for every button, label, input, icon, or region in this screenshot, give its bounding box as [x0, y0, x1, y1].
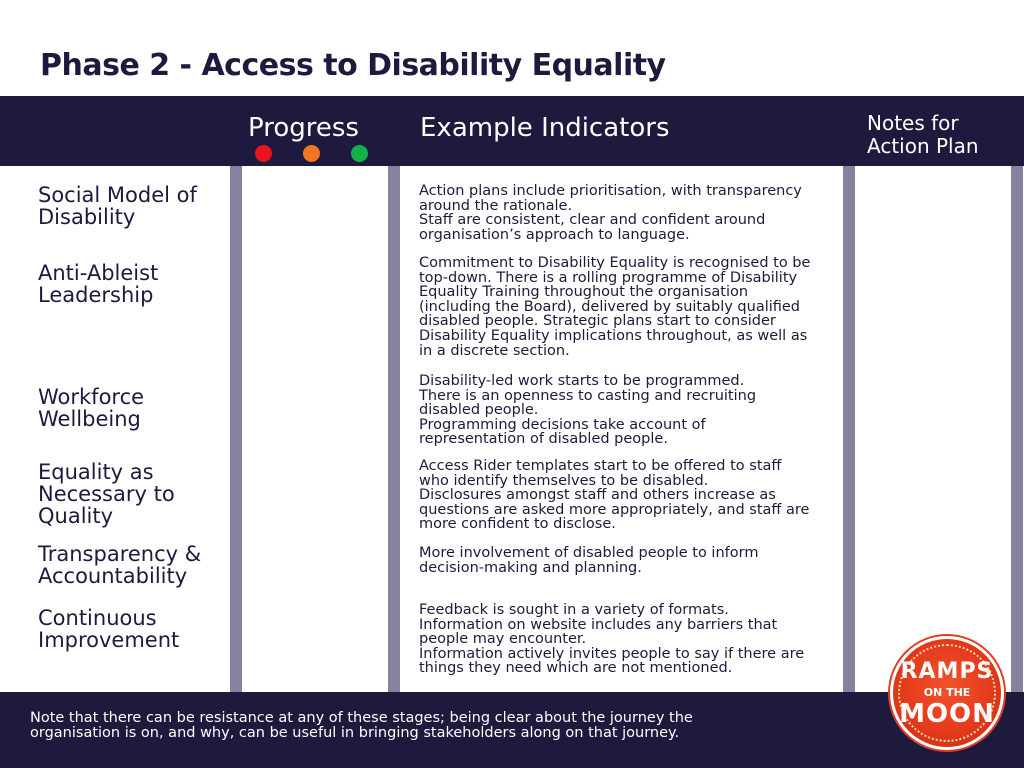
column-divider [388, 166, 400, 692]
row-label-line: Workforce [38, 385, 145, 409]
footer-line: organisation is on, and why, can be useful in bringing stakeholders along on that journey. [30, 725, 680, 741]
row-label-workforce [38, 386, 228, 430]
indicator-workforce [419, 374, 837, 447]
column-divider [230, 166, 242, 692]
indicator-line: Commitment to Disability Equality is recognised to be [419, 255, 811, 271]
notes-header-line: Action Plan [867, 134, 979, 158]
logo-text: MOON [899, 699, 995, 729]
indicators-header: Example Indicators [420, 113, 670, 143]
row-label-line: Equality as [38, 460, 154, 484]
indicator-line: Disability Equality implications throughout, as well as [419, 327, 808, 344]
row-label-line: Disability [38, 205, 136, 229]
column-divider [1011, 166, 1023, 692]
indicator-line: decision-making and planning. [419, 559, 642, 576]
indicator-line: Access Rider templates start to be offered to staff [419, 458, 782, 474]
indicator-line: Disclosures amongst staff and others increase as [419, 487, 776, 504]
notes-header-line: Notes for [867, 111, 959, 135]
indicator-line: more confident to disclose. [419, 516, 616, 533]
row-label-equality-quality [38, 461, 228, 527]
indicator-line: questions are asked more appropriately, and staff are [419, 501, 810, 518]
indicator-line: (including the Board), delivered by suitably qualified [419, 298, 801, 315]
indicator-continuous [419, 603, 837, 676]
row-label-line: Quality [38, 504, 114, 528]
logo-text: RAMPS [900, 659, 994, 684]
row-label-anti-ableist [38, 262, 228, 306]
indicator-transparency [419, 546, 837, 575]
indicator-line: representation of disabled people. [419, 431, 668, 448]
indicator-line: disabled people. Strategic plans start to consider [419, 313, 776, 330]
row-label-line: Transparency & [38, 542, 202, 566]
indicator-anti-ableist [419, 256, 837, 358]
indicator-social-model [419, 184, 837, 242]
indicator-line: who identify themselves to be disabled. [419, 472, 709, 489]
indicator-line: people may encounter. [419, 631, 587, 648]
footer-line: Note that there can be resistance at any of these stages; being clear about the journey the [30, 710, 693, 726]
indicator-line: Information actively invites people to say if there are [419, 645, 805, 662]
indicator-line: disabled people. [419, 402, 539, 419]
ramps-on-the-moon-logo [890, 636, 1004, 750]
indicator-line: organisation’s approach to language. [419, 226, 690, 243]
indicator-line: around the rationale. [419, 197, 573, 214]
row-label-line: Necessary to [38, 482, 175, 506]
indicator-line: Programming decisions take account of [419, 416, 706, 433]
indicator-line: Information on website includes any barriers that [419, 616, 778, 633]
page-title: Phase 2 - Access to Disability Equality [40, 48, 666, 83]
indicator-line: Equality Training throughout the organisation [419, 284, 749, 301]
row-label-line: Accountability [38, 564, 188, 588]
row-label-line: Wellbeing [38, 407, 141, 431]
indicator-line: things they need which are not mentioned. [419, 660, 733, 677]
indicator-equality-quality [419, 459, 837, 532]
indicator-line: Feedback is sought in a variety of formats. [419, 602, 729, 618]
indicator-line: More involvement of disabled people to inform [419, 545, 759, 561]
footer-note [30, 711, 850, 741]
indicator-line: in a discrete section. [419, 342, 570, 359]
row-label-line: Improvement [38, 628, 180, 652]
progress-dot-amber [303, 145, 320, 162]
progress-header: Progress [248, 113, 359, 143]
row-label-line: Anti-Ableist [38, 261, 159, 285]
progress-dot-red [255, 145, 272, 162]
logo-text: ON THE [923, 686, 971, 699]
row-label-line: Continuous [38, 606, 157, 630]
row-label-social-model [38, 184, 228, 228]
column-divider [843, 166, 855, 692]
row-label-line: Social Model of [38, 183, 197, 207]
progress-dot-green [351, 145, 368, 162]
indicator-line: Disability-led work starts to be programmed. [419, 373, 745, 389]
row-label-line: Leadership [38, 283, 154, 307]
row-label-transparency [38, 543, 228, 587]
notes-header [867, 112, 979, 158]
indicator-line: top-down. There is a rolling programme of Disability [419, 269, 798, 286]
indicator-line: Action plans include prioritisation, with transparency [419, 183, 802, 199]
row-label-continuous [38, 607, 228, 651]
indicator-line: There is an openness to casting and recruiting [419, 387, 757, 404]
indicator-line: Staff are consistent, clear and confident around [419, 212, 766, 229]
